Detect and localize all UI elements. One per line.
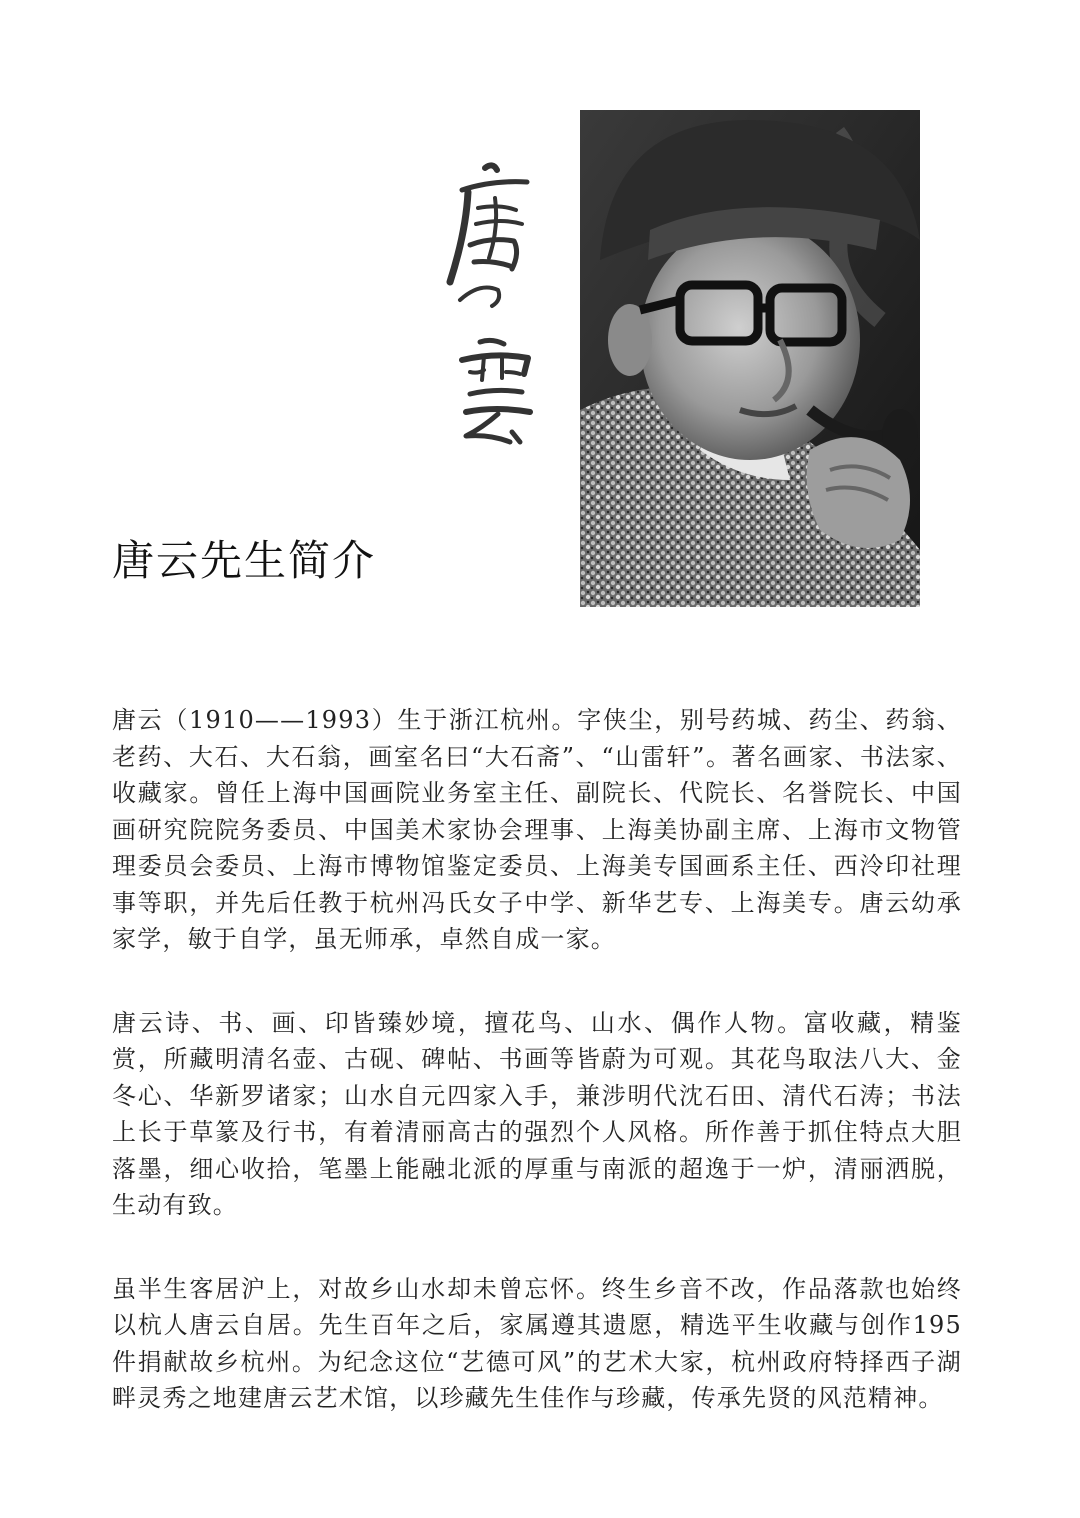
portrait-photo bbox=[580, 110, 920, 607]
biography-paragraph: 唐云（1910——1993）生于浙江杭州。字侠尘，别号药城、药尘、药翁、老药、大石、大石翁，画室名曰“大石斋”、“山雷轩”。著名画家、书法家、收藏家。曾任上海中国画院业务室主任、副院长、代院长、名誉院长、中国画研究院院务委员、中国美术家协会理事、上海美协副主席、上海市文物管理委员会委员、上海市博物馆鉴定委员、上海美专国画系主任、西泠印社理事等职，并先后任教于杭州冯氏女子中学、新华艺专、上海美专。唐云幼承家学，敏于自学，虽无师承，卓然自成一家。 bbox=[112, 706, 962, 953]
biography-paragraph: 虽半生客居沪上，对故乡山水却未曾忘怀。终生乡音不改，作品落款也始终以杭人唐云自居。先生百年之后，家属遵其遗愿，精选平生收藏与创作195件捐献故乡杭州。为纪念这位“艺德可风”的艺术大家，杭州政府特择西子湖畔灵秀之地建唐云艺术馆，以珍藏先生佳作与珍藏，传承先贤的风范精神。 bbox=[112, 1274, 962, 1412]
calligraphy-signature bbox=[440, 150, 550, 450]
biography-paragraph: 唐云诗、书、画、印皆臻妙境，擅花鸟、山水、偶作人物。富收藏，精鉴赏，所藏明清名壶、古砚、碑帖、书画等皆蔚为可观。其花鸟取法八大、金冬心、华新罗诸家；山水自元四家入手，兼涉明代沈石田、清代石涛；书法上长于草篆及行书，有着清丽高古的强烈个人风格。所作善于抓住特点大胆落墨，细心收拾，笔墨上能融北派的厚重与南派的超逸于一炉，清丽洒脱，生动有致。 bbox=[112, 1008, 962, 1219]
biography-text bbox=[112, 702, 962, 1464]
page-title: 唐云先生简介 bbox=[112, 536, 377, 585]
